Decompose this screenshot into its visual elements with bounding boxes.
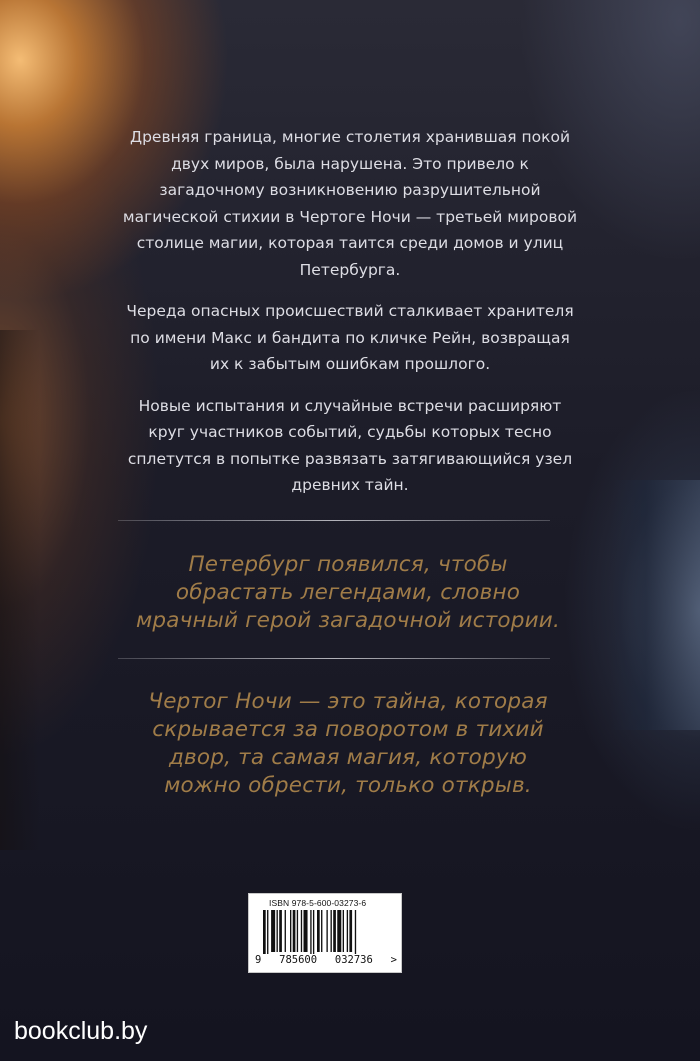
quote-chertog-nochi: Чертог Ночи — это тайна, которая скрывается за поворотом в тихий двор, та самая магия, которую можно обрести, только открыв. bbox=[148, 689, 548, 798]
barcode-digit-lead: 9 bbox=[255, 954, 262, 966]
barcode-digit-group-2: 032736 bbox=[334, 954, 373, 966]
barcode-digit-tail: > bbox=[390, 954, 397, 966]
isbn-label: ISBN 978-5-600-03273-6 bbox=[269, 898, 367, 908]
barcode-digit-group-1: 785600 bbox=[279, 954, 318, 966]
shadow-column-right bbox=[610, 480, 700, 730]
barcode-bars bbox=[263, 910, 391, 954]
synopsis-paragraph-1: Древняя граница, многие столетия хранившая покой двух миров, была нарушена. Это привело к загадочному возникновению разрушительной магической стихии в Чертоге Ночи — третьей мировой столице магии, которая таится среди домов и улиц Петербурга. bbox=[122, 128, 578, 279]
divider-top bbox=[118, 520, 550, 521]
quote-petersburg: Петербург появился, чтобы обрастать легендами, словно мрачный герой загадочной истории. bbox=[135, 552, 561, 633]
synopsis-paragraph-2: Череда опасных происшествий сталкивает хранителя по имени Макс и бандита по кличке Рейн, возвращая их к забытым ошибкам прошлого. bbox=[126, 302, 574, 373]
divider-bottom bbox=[118, 658, 550, 659]
shadow-column-left bbox=[0, 330, 40, 850]
site-watermark: bookclub.by bbox=[14, 1017, 148, 1045]
synopsis bbox=[120, 124, 580, 514]
barcode-digits bbox=[255, 954, 397, 966]
synopsis-paragraph-3: Новые испытания и случайные встречи расширяют круг участников событий, судьбы которых тесно сплетутся в попытке развязать затягивающийся узел древних тайн. bbox=[127, 396, 573, 494]
isbn-barcode bbox=[248, 893, 402, 973]
